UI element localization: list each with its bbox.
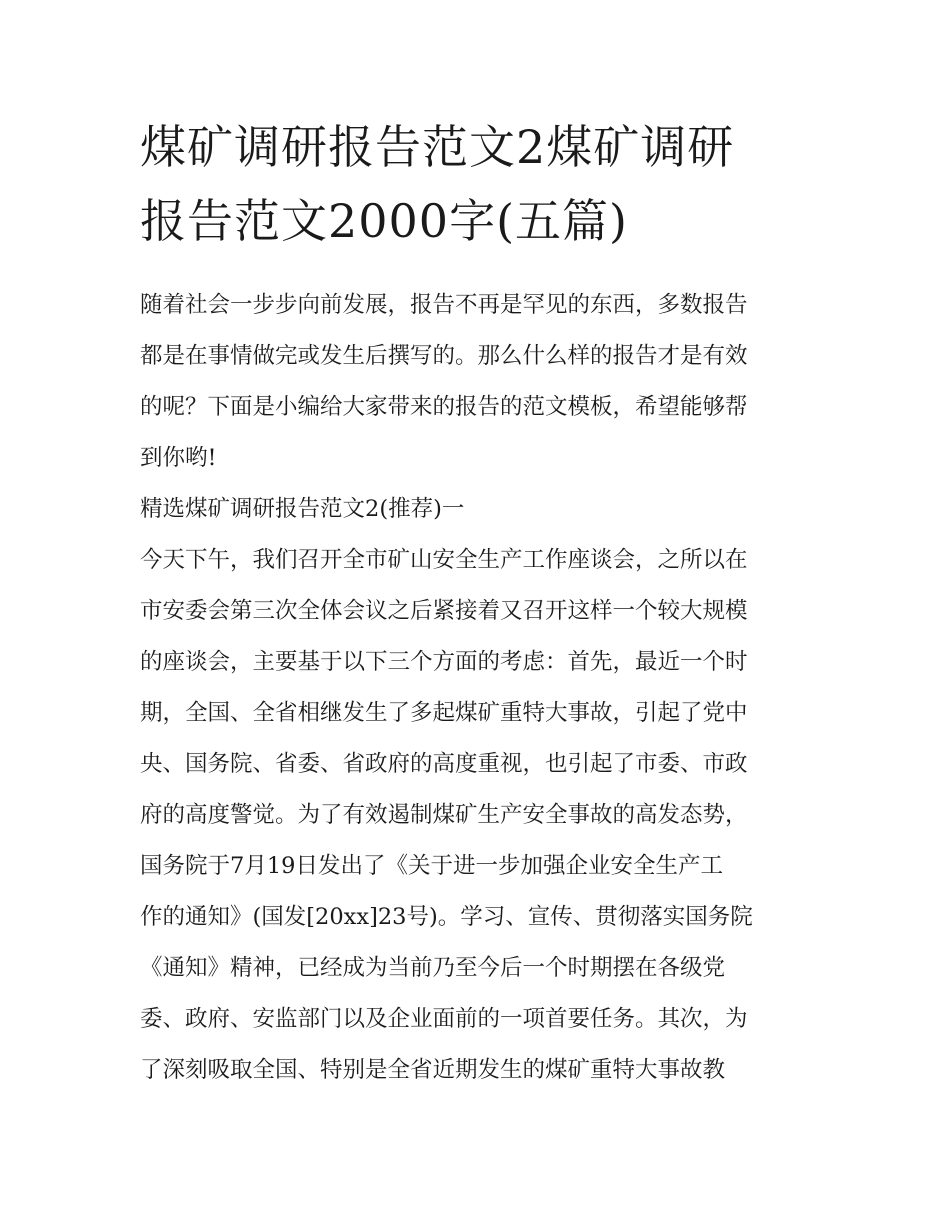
text-line: 的座谈会，主要基于以下三个方面的考虑：首先，最近一个时: [140, 649, 748, 675]
section-heading: 精选煤矿调研报告范文2(推荐)一: [140, 496, 465, 522]
text-line: 都是在事情做完或发生后撰写的。那么什么样的报告才是有效: [140, 343, 748, 369]
text-line: 市安委会第三次全体会议之后紧接着又召开这样一个较大规模: [140, 598, 748, 624]
title-line: 煤矿调研报告范文2煤矿调研: [140, 120, 735, 174]
text-line: 委、政府、安监部门以及企业面前的一项首要任务。其次，为: [140, 1006, 748, 1032]
text-line: 央、国务院、省委、省政府的高度重视，也引起了市委、市政: [140, 751, 748, 777]
text-line: 作的通知》(国发[20xx]23号)。学习、宣传、贯彻落实国务院: [140, 904, 753, 930]
text-line: 了深刻吸取全国、特别是全省近期发生的煤矿重特大事故教: [140, 1057, 726, 1083]
text-line: 府的高度警觉。为了有效遏制煤矿生产安全事故的高发态势，: [140, 802, 748, 828]
text-line: 随着社会一步步向前发展，报告不再是罕见的东西，多数报告: [140, 292, 748, 318]
text-line: 今天下午，我们召开全市矿山安全生产工作座谈会，之所以在: [140, 547, 748, 573]
text-line: 《通知》精神，已经成为当前乃至今后一个时期摆在各级党: [140, 955, 726, 981]
document-title: [140, 110, 812, 258]
document-page: [140, 110, 812, 1096]
text-line: 国务院于7月19日发出了《关于进一步加强企业安全生产工: [140, 853, 723, 879]
text-line: 期，全国、全省相继发生了多起煤矿重特大事故，引起了党中: [140, 700, 748, 726]
text-line: 到你哟!: [140, 445, 217, 471]
body-paragraph: [140, 535, 812, 1096]
title-line: 报告范文2000字(五篇): [140, 194, 628, 248]
text-line: 的呢？下面是小编给大家带来的报告的范文模板，希望能够帮: [140, 394, 748, 420]
intro-paragraph: [140, 280, 812, 484]
